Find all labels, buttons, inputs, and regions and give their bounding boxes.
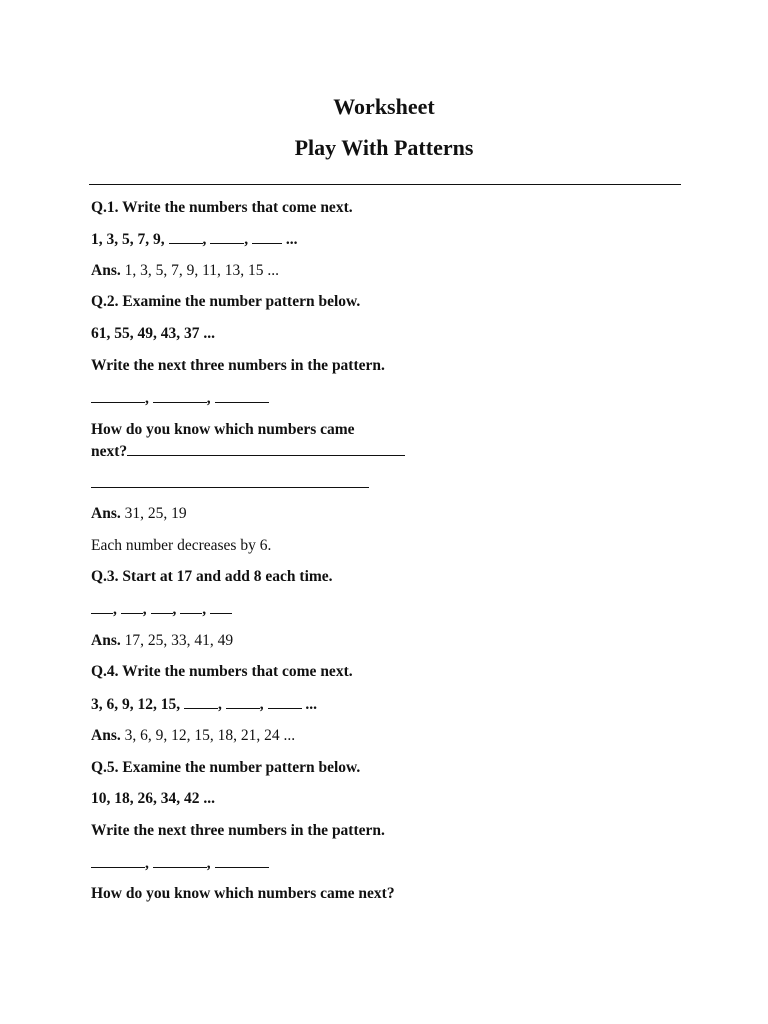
- q2-answer-blanks: [91, 388, 269, 409]
- answer-blank[interactable]: [91, 388, 145, 403]
- answer-text: 17, 25, 33, 41, 49: [120, 632, 234, 649]
- separator: ,: [145, 855, 149, 872]
- answer-blank[interactable]: [215, 853, 269, 868]
- answer-blank[interactable]: [121, 599, 143, 614]
- q4-sequence-text: 3, 6, 9, 12, 15,: [91, 696, 184, 713]
- answer-blank[interactable]: [268, 694, 302, 709]
- separator: ,: [113, 601, 117, 618]
- q1-sequence-text: 1, 3, 5, 7, 9,: [91, 231, 169, 248]
- answer-blank[interactable]: [226, 694, 260, 709]
- q5-how-question: How do you know which numbers came next?: [91, 885, 395, 902]
- q4-sequence: [91, 694, 317, 715]
- answer-blank[interactable]: [210, 229, 244, 244]
- q4-answer: [91, 726, 295, 746]
- answer-label: Ans.: [91, 505, 121, 522]
- answer-blank[interactable]: [91, 599, 113, 614]
- separator: ,: [244, 231, 249, 248]
- answer-blank[interactable]: [252, 229, 282, 244]
- q1-sequence: [91, 229, 298, 250]
- separator: ,: [172, 601, 177, 618]
- q3-answer-blanks: [91, 599, 232, 620]
- answer-blank[interactable]: [153, 388, 207, 403]
- q1-sequence-tail: ...: [282, 231, 298, 248]
- q4-sequence-tail: ...: [301, 696, 317, 713]
- answer-blank[interactable]: [210, 599, 232, 614]
- q2-explanation: Each number decreases by 6.: [91, 537, 272, 554]
- separator: ,: [202, 601, 207, 618]
- separator: ,: [202, 231, 207, 248]
- q1-prompt: Q.1. Write the numbers that come next.: [91, 199, 353, 216]
- q5-prompt: Q.5. Examine the number pattern below.: [91, 759, 361, 776]
- explanation-blank-line[interactable]: [91, 487, 369, 488]
- answer-label: Ans.: [91, 262, 121, 279]
- worksheet-title: Worksheet: [333, 94, 435, 119]
- answer-text: 3, 6, 9, 12, 15, 18, 21, 24 ...: [120, 727, 296, 744]
- separator: ,: [145, 390, 149, 407]
- q2-instruction: Write the next three numbers in the pattern.: [91, 357, 385, 374]
- answer-blank[interactable]: [184, 694, 218, 709]
- separator: ,: [259, 696, 264, 713]
- answer-blank[interactable]: [169, 229, 203, 244]
- separator: ,: [206, 390, 211, 407]
- q2-answer: [91, 504, 187, 524]
- q4-prompt: Q.4. Write the numbers that come next.: [91, 663, 353, 680]
- answer-label: Ans.: [91, 632, 121, 649]
- answer-blank[interactable]: [180, 599, 202, 614]
- q2-how-question: How do you know which numbers came: [91, 421, 355, 438]
- explanation-blank[interactable]: [127, 441, 405, 456]
- q1-answer: [91, 261, 279, 281]
- separator: ,: [218, 696, 222, 713]
- q2-how-next: next?: [91, 443, 128, 460]
- q2-how-question-cont: [91, 441, 405, 462]
- answer-blank[interactable]: [91, 853, 145, 868]
- worksheet-subtitle: Play With Patterns: [294, 135, 474, 160]
- answer-blank[interactable]: [215, 388, 269, 403]
- q5-answer-blanks: [91, 853, 269, 874]
- header-divider: [89, 184, 681, 185]
- answer-text: 1, 3, 5, 7, 9, 11, 13, 15 ...: [120, 262, 280, 279]
- q5-instruction: Write the next three numbers in the pattern.: [91, 822, 385, 839]
- answer-blank[interactable]: [151, 599, 173, 614]
- answer-blank[interactable]: [153, 853, 207, 868]
- separator: ,: [142, 601, 147, 618]
- answer-text: 31, 25, 19: [120, 505, 187, 522]
- q2-sequence: 61, 55, 49, 43, 37 ...: [91, 325, 215, 342]
- q2-prompt: Q.2. Examine the number pattern below.: [91, 293, 361, 310]
- q3-prompt: Q.3. Start at 17 and add 8 each time.: [91, 568, 333, 585]
- answer-label: Ans.: [91, 727, 121, 744]
- q5-sequence: 10, 18, 26, 34, 42 ...: [91, 790, 215, 807]
- separator: ,: [206, 855, 211, 872]
- q3-answer: [91, 631, 233, 651]
